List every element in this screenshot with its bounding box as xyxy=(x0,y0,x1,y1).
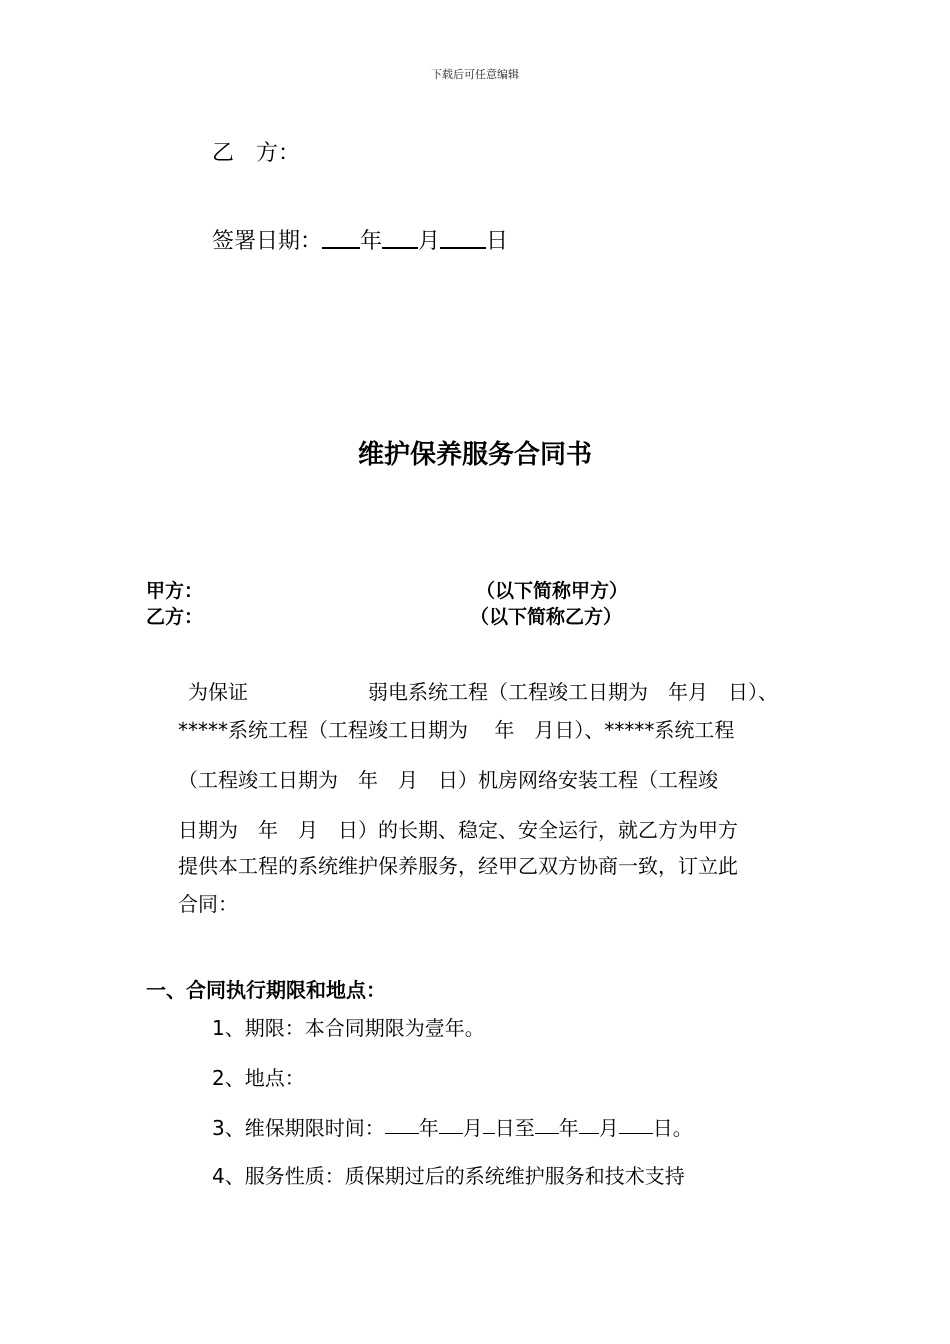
section-1-heading: 一、合同执行期限和地点： xyxy=(146,978,386,1002)
month-blank xyxy=(382,224,418,249)
maintenance-period-label: 3、维保期限时间： xyxy=(212,1116,385,1140)
end-day-blank xyxy=(619,1112,653,1134)
intro-line-5: 提供本工程的系统维护保养服务，经甲乙双方协商一致，订立此 xyxy=(178,854,738,878)
signing-date-label: 签署日期： xyxy=(212,229,323,254)
year-label: 年 xyxy=(360,229,383,254)
start-year-label: 年 xyxy=(418,1116,439,1140)
header-note: 下载后可任意编辑 xyxy=(431,68,519,81)
section-1-item-3 xyxy=(212,1112,693,1141)
intro-line-6: 合同： xyxy=(178,892,238,916)
end-year-label: 年 xyxy=(558,1116,579,1140)
party-a-note: （以下简称甲方） xyxy=(476,580,629,602)
section-1-item-4: 4、服务性质：质保期过后的系统维护服务和技术支持 xyxy=(212,1164,685,1188)
intro-line-4: 日期为 年 月 日）的长期、稳定、安全运行，就乙方为甲方 xyxy=(178,818,738,842)
party-b-label: 乙方： xyxy=(146,606,204,628)
month-label: 月 xyxy=(418,229,441,254)
end-year-blank xyxy=(535,1112,559,1134)
party-b-signature-label: 乙 方： xyxy=(212,141,301,166)
start-year-blank xyxy=(385,1112,419,1134)
document-title: 维护保养服务合同书 xyxy=(357,440,592,470)
signing-date-line xyxy=(212,224,508,255)
party-b-note: （以下简称乙方） xyxy=(470,606,623,628)
intro-line-2: *****系统工程（工程竣工日期为 年 月日）、*****系统工程 xyxy=(178,718,735,742)
day-label: 日 xyxy=(486,229,509,254)
section-1-item-2: 2、地点： xyxy=(212,1066,305,1090)
end-month-blank xyxy=(579,1112,599,1134)
year-blank xyxy=(322,224,360,249)
start-month-blank xyxy=(439,1112,463,1134)
section-1-item-1: 1、期限：本合同期限为壹年。 xyxy=(212,1016,485,1040)
intro-line-1: 为保证 弱电系统工程（工程竣工日期为 年月 日）、 xyxy=(188,680,778,704)
start-month-label: 月 xyxy=(462,1116,483,1140)
intro-line-3: （工程竣工日期为 年 月 日）机房网络安装工程（工程竣 xyxy=(178,768,718,792)
end-day-label: 日。 xyxy=(652,1116,693,1140)
end-month-label: 月 xyxy=(598,1116,619,1140)
day-blank xyxy=(440,224,486,249)
start-day-label: 日至 xyxy=(494,1116,535,1140)
party-a-label: 甲方： xyxy=(146,580,204,602)
start-day-blank xyxy=(483,1112,495,1134)
